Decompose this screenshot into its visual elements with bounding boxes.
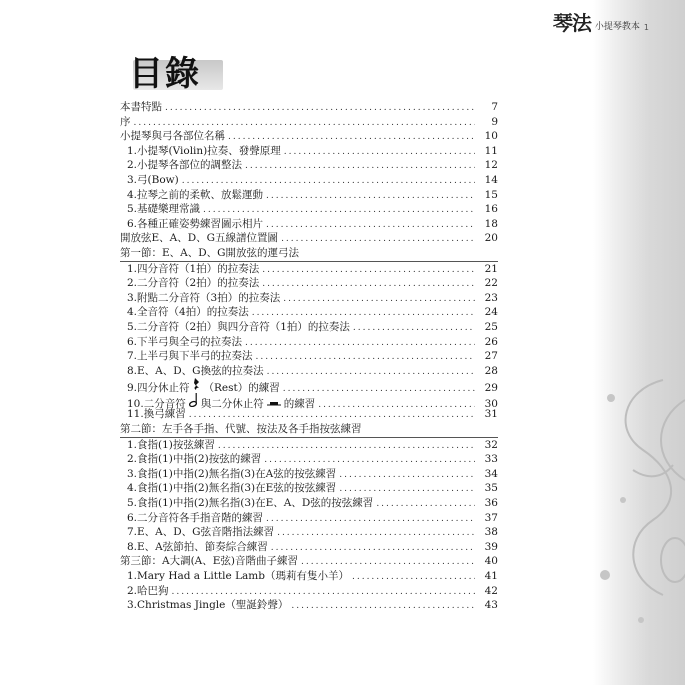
dot-leader <box>262 263 475 278</box>
toc-entry <box>120 158 498 173</box>
toc-page-number: 18 <box>484 217 498 230</box>
toc-page-number: 30 <box>484 397 498 410</box>
toc-entry <box>120 115 498 130</box>
toc-entry-label: 1.食指(1)按弦練習 <box>127 438 215 451</box>
toc-entry <box>120 540 498 555</box>
toc-page-number: 21 <box>484 262 498 275</box>
toc-entry <box>120 291 498 306</box>
toc-entry-label-suffix: （Rest）的練習 <box>203 382 280 395</box>
toc-entry-label: 2.哈巴狗 <box>127 584 169 597</box>
dot-leader <box>353 321 475 336</box>
toc-page-number: 42 <box>484 584 498 597</box>
header-page-mark: 1 <box>643 23 649 32</box>
toc-page-number: 38 <box>484 526 498 539</box>
toc-entry <box>120 598 498 613</box>
dot-leader <box>266 189 475 204</box>
toc-entry <box>120 100 498 115</box>
title-block <box>125 44 223 92</box>
toc-entry-label: 6.各種正確姿勢練習圖示相片 <box>127 217 264 230</box>
toc-entry <box>120 349 498 364</box>
toc-page-number: 35 <box>484 482 498 495</box>
toc-entry-label: 5.基礎樂理常識 <box>127 203 201 216</box>
toc-entry-label: 4.全音符（4拍）的拉奏法 <box>127 306 249 319</box>
dot-leader <box>277 526 475 541</box>
toc-entry <box>120 173 498 188</box>
toc-section-heading <box>120 246 498 262</box>
toc-page-number: 23 <box>484 291 498 304</box>
toc-entry <box>120 188 498 203</box>
dot-leader <box>339 468 475 483</box>
dot-leader <box>271 541 475 556</box>
toc-entry <box>120 496 498 511</box>
toc-page-number: 41 <box>484 570 498 582</box>
table-of-contents <box>120 100 498 613</box>
toc-page-number: 20 <box>484 232 498 245</box>
toc-page-number: 43 <box>484 599 498 612</box>
violin-watermark <box>593 0 685 685</box>
toc-entry <box>120 569 498 584</box>
toc-page-number: 9 <box>491 115 498 128</box>
toc-entry <box>120 584 498 599</box>
toc-page-number: 16 <box>484 203 498 216</box>
dot-leader <box>266 512 475 527</box>
toc-entry-label: 序 <box>120 115 131 128</box>
toc-entry-label: 9.四分休止符 <box>127 382 190 395</box>
toc-page-number: 28 <box>484 364 498 377</box>
toc-entry <box>120 481 498 496</box>
dot-leader <box>283 292 475 307</box>
toc-page-number: 39 <box>484 540 498 553</box>
decorative-side-strip <box>593 0 685 685</box>
toc-entry <box>120 452 498 467</box>
toc-entry <box>120 525 498 540</box>
toc-entry-label: 3.Christmas Jingle（聖誕鈴聲） <box>127 599 289 612</box>
toc-entry <box>120 407 498 422</box>
toc-entry-label: 2.食指(1)中指(2)按弦的練習 <box>127 453 262 466</box>
dot-leader <box>182 174 475 189</box>
toc-page-number: 15 <box>484 188 498 201</box>
dot-leader <box>284 145 475 160</box>
toc-entry <box>120 231 498 246</box>
toc-entry <box>120 554 498 569</box>
toc-entry-label: 3.附點二分音符（3拍）的拉奏法 <box>127 291 281 304</box>
toc-entry <box>120 129 498 144</box>
toc-page-number: 34 <box>484 467 498 480</box>
toc-entry <box>120 202 498 217</box>
toc-entry-label: 1.Mary Had a Little Lamb（瑪莉有隻小羊） <box>127 570 349 582</box>
dot-leader <box>134 116 476 131</box>
toc-page-number: 12 <box>484 159 498 172</box>
toc-page-number: 33 <box>484 453 498 466</box>
toc-page-number: 36 <box>484 497 498 510</box>
page-title: 目錄 <box>129 54 201 94</box>
dot-leader <box>352 570 475 585</box>
toc-entry-label: 6.二分音符各手指音階的練習 <box>127 511 264 524</box>
toc-page-number: 24 <box>484 306 498 319</box>
toc-entry <box>120 276 498 291</box>
toc-entry-label: 5.二分音符（2拍）與四分音符（1拍）的拉奏法 <box>127 320 350 333</box>
dot-leader <box>376 497 475 512</box>
toc-entry-label: 3.弓(Bow) <box>127 173 179 186</box>
toc-entry-label: 6.下半弓與全弓的拉奏法 <box>127 335 243 348</box>
dot-leader <box>218 439 475 454</box>
dot-leader <box>203 203 475 218</box>
toc-entry-label: 2.二分音符（2拍）的拉奏法 <box>127 277 260 290</box>
toc-entry-label: 7.E、A、D、G弦音階指法練習 <box>127 526 275 539</box>
dot-leader <box>281 232 475 247</box>
dot-leader <box>256 350 475 365</box>
toc-page-number: 10 <box>484 130 498 143</box>
dot-leader <box>165 101 475 116</box>
toc-page-number: 29 <box>484 382 498 395</box>
toc-page-number: 27 <box>484 350 498 363</box>
toc-page-number: 11 <box>484 144 498 157</box>
toc-entry-label: 4.拉琴之前的柔軟、放鬆運動 <box>127 188 264 201</box>
toc-page-number: 32 <box>484 438 498 451</box>
dot-leader <box>301 555 475 570</box>
dot-leader <box>172 585 475 600</box>
toc-entry-label: 3.食指(1)中指(2)無名指(3)在A弦的按弦練習 <box>127 467 337 480</box>
toc-entry-label: 11.換弓練習 <box>127 408 186 421</box>
dot-leader <box>266 218 475 233</box>
toc-entry-label: 2.小提琴各部位的調整法 <box>127 159 243 172</box>
toc-section-heading <box>120 422 498 438</box>
header-subtitle: 小提琴教本 <box>594 22 640 32</box>
toc-entry-label: 8.E、A、D、G換弦的拉奏法 <box>127 364 264 377</box>
toc-page-number: 22 <box>484 277 498 290</box>
toc-page-number: 26 <box>484 335 498 348</box>
toc-entry <box>120 305 498 320</box>
toc-entry <box>120 364 498 379</box>
dot-leader <box>245 336 475 351</box>
toc-page-number: 37 <box>484 511 498 524</box>
toc-page-number: 31 <box>484 408 498 421</box>
toc-entry-label: 8.E、A弦節拍、節奏綜合練習 <box>127 540 268 553</box>
toc-entry-label-suffix: 的練習 <box>283 397 316 410</box>
toc-entry-label: 1.小提琴(Violin)拉奏、發聲原理 <box>127 144 281 157</box>
toc-entry-label: 第二節：左手各手指、代號、按法及各手指按弦練習 <box>120 423 362 436</box>
toc-page-number: 40 <box>484 555 498 568</box>
toc-entry-label: 10.二分音符 <box>127 397 186 410</box>
toc-entry <box>120 438 498 453</box>
toc-entry-label: 7.上半弓與下半弓的拉奏法 <box>127 350 253 363</box>
toc-entry <box>120 217 498 232</box>
toc-entry <box>120 511 498 526</box>
dot-leader <box>262 277 475 292</box>
toc-entry <box>120 144 498 159</box>
dot-leader <box>339 482 475 497</box>
header-brand: 琴法 <box>552 11 591 35</box>
toc-entry-label: 本書特點 <box>120 101 162 113</box>
dot-leader <box>291 599 475 614</box>
dot-leader <box>283 382 475 397</box>
toc-entry <box>120 378 498 393</box>
dot-leader <box>267 365 475 380</box>
toc-entry <box>120 467 498 482</box>
dot-leader <box>189 408 475 423</box>
toc-entry-label: 開放弦E、A、D、G五線譜位置圖 <box>120 232 279 245</box>
dot-leader <box>228 130 475 145</box>
toc-entry-label: 1.四分音符（1拍）的拉奏法 <box>127 262 260 275</box>
toc-entry <box>120 320 498 335</box>
toc-entry-label: 第三節：A大調(A、E弦)音階曲子練習 <box>120 555 299 568</box>
toc-entry-label: 4.食指(1)中指(2)無名指(3)在E弦的按弦練習 <box>127 482 337 495</box>
toc-entry <box>120 335 498 350</box>
toc-page-number: 14 <box>484 173 498 186</box>
toc-page-number: 7 <box>491 101 498 113</box>
toc-page-number: 25 <box>484 320 498 333</box>
toc-entry-label-mid: 與二分休止符 <box>200 397 264 410</box>
dot-leader <box>245 159 475 174</box>
toc-entry-label: 5.食指(1)中指(2)無名指(3)在E、A、D弦的按弦練習 <box>127 497 374 510</box>
page-header <box>553 8 649 36</box>
toc-entry-label: 小提琴與弓各部位名稱 <box>120 130 225 143</box>
toc-entry-label: 第一節：E、A、D、G開放弦的運弓法 <box>120 246 300 259</box>
toc-entry <box>120 262 498 277</box>
dot-leader <box>264 453 475 468</box>
dot-leader <box>252 306 475 321</box>
